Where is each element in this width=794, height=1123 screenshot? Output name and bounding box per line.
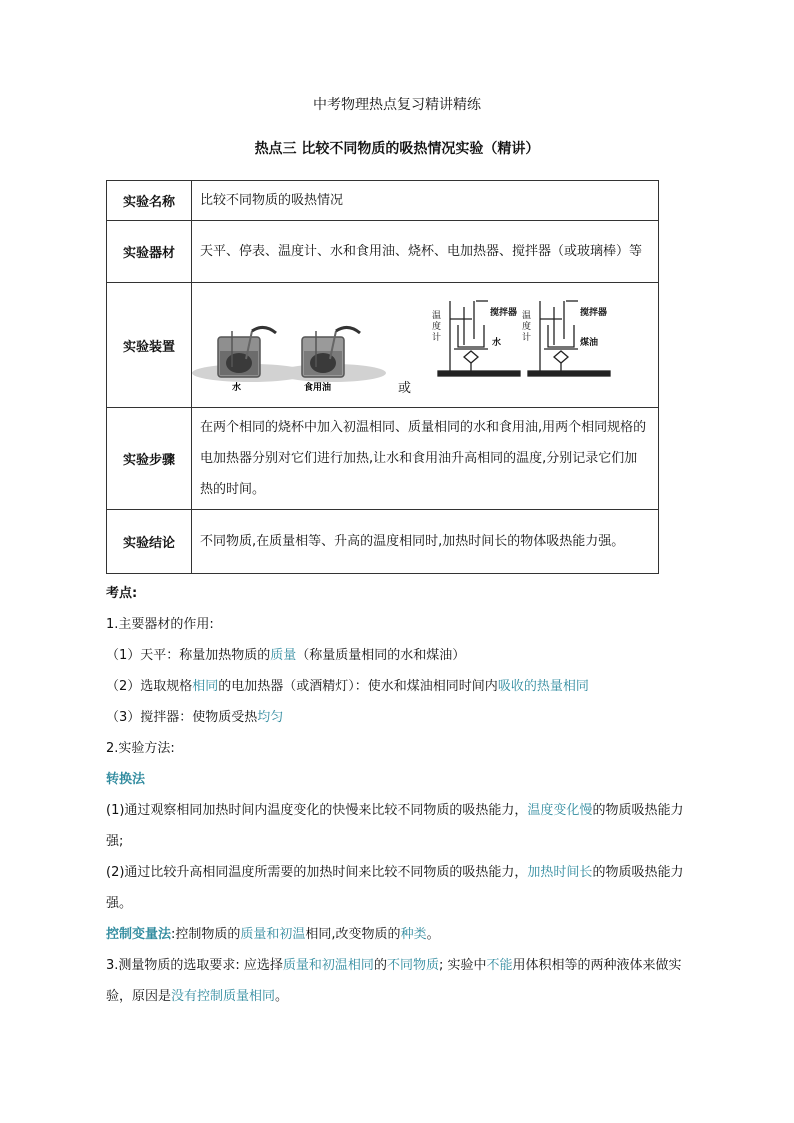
steps-label: 实验步骤	[107, 408, 192, 510]
text-span: （称量质量相同的水和煤油）	[296, 648, 466, 663]
equipment-value: 天平、停表、温度计、水和食用油、烧杯、电加热器、搅拌器（或玻璃棒）等	[192, 221, 659, 283]
text-span: (2)通过比较升高相同温度所需要的加热时间来比较不同物质的吸热能力，	[106, 865, 528, 880]
photo-left-caption: 水	[232, 381, 242, 392]
or-text: 或	[398, 380, 412, 396]
text-span: 3.测量物质的选取要求: 应选择	[106, 958, 283, 973]
method-heading: 转换法	[106, 772, 146, 787]
method-label: 控制变量法	[106, 927, 172, 942]
setup-label: 实验装置	[107, 283, 192, 408]
note-paragraph	[106, 950, 696, 1012]
diagram1-thermometer-label: 温度计	[432, 310, 442, 343]
photo-right-caption: 食用油	[304, 381, 332, 392]
name-label: 实验名称	[107, 181, 192, 221]
diagram2-thermometer-label: 温度计	[522, 310, 532, 343]
highlight: 质量和初温	[240, 927, 306, 942]
text-span: 的电加热器（或酒精灯）：使水和煤油相同时间内	[218, 679, 498, 694]
diagram1-liquid-label: 水	[492, 337, 502, 348]
highlight: 吸收的热量相同	[497, 679, 589, 694]
table-row	[107, 408, 659, 510]
text-span: 的物质吸热能力强;	[106, 803, 684, 849]
highlight: 质量和初温相同	[282, 958, 374, 973]
text-span: :控制物质的	[171, 927, 241, 942]
text-span: 的物质吸热能力强。	[106, 865, 684, 911]
highlight: 不能	[486, 958, 513, 973]
section-title: 热点三 比较不同物质的吸热情况实验（精讲）	[254, 141, 540, 157]
text-span: (1)通过观察相同加热时间内温度变化的快慢来比较不同物质的吸热能力，	[106, 803, 528, 818]
text-span: 。	[275, 989, 289, 1004]
table-row	[107, 283, 659, 408]
page-title: 中考物理热点复习精讲精练	[313, 97, 481, 113]
highlight: 不同物质	[386, 958, 439, 973]
highlight: 加热时间长	[527, 865, 593, 880]
table-row	[107, 221, 659, 283]
text-span: 用体积相等的两种液体来做实验，原因是	[106, 958, 682, 1004]
beaker-photo-oil	[278, 327, 386, 382]
highlight: 温度变化慢	[527, 803, 593, 818]
note-line	[106, 671, 696, 702]
text-span: 。	[426, 927, 440, 942]
note-line	[106, 702, 696, 733]
setup-cell	[192, 283, 659, 408]
conclusion-label: 实验结论	[107, 510, 192, 574]
text-span: （2）选取规格	[106, 679, 193, 694]
highlight: 均匀	[257, 710, 284, 725]
highlight: 质量	[270, 648, 297, 663]
text-span: ; 实验中	[438, 958, 487, 973]
steps-value: 在两个相同的烧杯中加入初温相同、质量相同的水和食用油,用两个相同规格的电加热器分别对它们进行加热,让水和食用油升高相同的温度,分别记录它们加热的时间。	[192, 408, 659, 510]
note-line	[106, 640, 696, 671]
experiment-table	[106, 180, 659, 574]
section1-title: 1.主要器材的作用:	[106, 617, 214, 632]
equipment-label: 实验器材	[107, 221, 192, 283]
note-line	[106, 919, 696, 950]
notes-section	[106, 578, 696, 1012]
kaodian-heading: 考点:	[106, 586, 138, 601]
note-paragraph	[106, 795, 696, 857]
section2-title: 2.实验方法:	[106, 741, 175, 756]
highlight: 种类	[400, 927, 427, 942]
highlight: 相同	[192, 679, 219, 694]
apparatus-area	[192, 287, 658, 404]
highlight: 没有控制质量相同	[171, 989, 276, 1004]
text-span: （3）搅拌器：使物质受热	[106, 710, 258, 725]
text-span: （1）天平：称量加热物质的	[106, 648, 271, 663]
diagram2-stirrer-label: 搅拌器	[580, 307, 608, 318]
table-row	[107, 510, 659, 574]
note-paragraph	[106, 857, 696, 919]
text-span: 的	[373, 958, 387, 973]
diagram2-liquid-label: 煤油	[580, 337, 599, 348]
name-value: 比较不同物质的吸热情况	[192, 181, 659, 221]
diagram1-stirrer-label: 搅拌器	[490, 307, 518, 318]
conclusion-value: 不同物质,在质量相等、升高的温度相同时,加热时间长的物体吸热能力强。	[192, 510, 659, 574]
text-span: 相同,改变物质的	[305, 927, 401, 942]
table-row	[107, 181, 659, 221]
